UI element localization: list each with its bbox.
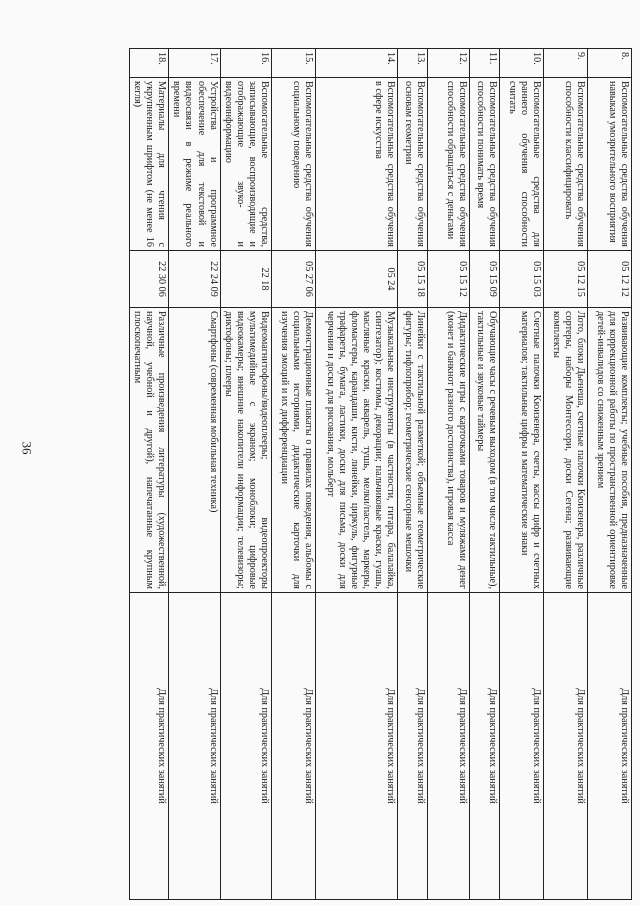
row-name: Вспомогательные средства обучения способности понимать время: [470, 78, 500, 251]
row-name: Вспомогательные средства обучения основам геометрии: [398, 78, 428, 251]
row-code: 05 15 18: [398, 251, 428, 308]
row-code: 22 18: [220, 251, 271, 308]
table-row: [500, 49, 544, 900]
row-name: Материалы для чтения с укрупненным шрифтом (не менее 16 кегля): [129, 78, 168, 251]
row-name: Вспомогательные средства обучения навыкам умозрительного восприятия: [588, 78, 632, 251]
row-equipment: Линейки с тактильной разметкой; объемные геометрические фигуры; тифлоприбор; геометрические сенсорные мешочки: [398, 308, 428, 593]
row-purpose: Для практических занятий: [428, 593, 470, 900]
row-name: Вспомогательные средства, записывающие, воспроизводящие и отображающие звуко- и видеоинформацию: [220, 78, 271, 251]
row-purpose: Для практических занятий: [316, 593, 398, 900]
row-purpose: Для практических занятий: [220, 593, 271, 900]
row-equipment: Обучающие часы с речевым выходом (в том числе тактильные), тактильные и звуковые таймеры: [470, 308, 500, 593]
row-code: 05 12 15: [544, 251, 588, 308]
table-row: [470, 49, 500, 900]
row-equipment: Различные произведения литературы (художественной, научной, учебной и другой), напечатанные крупным плоскопечатным: [129, 308, 168, 593]
row-number: 11.: [470, 49, 500, 78]
row-name: Вспомогательные средства обучения способности классифицировать: [544, 78, 588, 251]
row-code: 05 24: [316, 251, 398, 308]
table-row: [428, 49, 470, 900]
row-name: Вспомогательные средства для раннего обучения способности считать: [500, 78, 544, 251]
row-code: 05 27 06: [272, 251, 316, 308]
row-equipment: Развивающие комплекты; учебные пособия, предназначенные для коррекционной работы по пространственной ориентировке детей-инвалидов со сниженным зрением: [588, 308, 632, 593]
row-number: 16.: [220, 49, 271, 78]
row-number: 17.: [169, 49, 220, 78]
table-row: [316, 49, 398, 900]
rotated-table-wrapper: [60, 48, 632, 900]
row-number: 8.: [588, 49, 632, 78]
row-number: 12.: [428, 49, 470, 78]
row-code: 22 30 06: [129, 251, 168, 308]
row-name: Вспомогательные средства обучения социальному поведению: [272, 78, 316, 251]
table-row: [169, 49, 220, 900]
row-code: 05 15 12: [428, 251, 470, 308]
row-purpose: Для практических занятий: [588, 593, 632, 900]
row-equipment: Видеомагнитофоны/видеоплееры; видеопроекторы мультимедийные с экраном; моноблоки; цифровые видеокамеры; внешние накопители информации; телевизоры; диктофоны; плееры: [220, 308, 271, 593]
equipment-table: [129, 48, 632, 900]
row-number: 14.: [316, 49, 398, 78]
row-number: 9.: [544, 49, 588, 78]
row-code: 05 15 09: [470, 251, 500, 308]
row-equipment: Счетные палочки Кюизенера, счеты, кассы цифр и счетных материалов; тактильные цифры и математические знаки: [500, 308, 544, 593]
row-equipment: Музыкальные инструменты (в частности, гитара, балалайка, синтезатор); костюмы, декорации; пальчиковые краски, гуашь, масляные краски, акварель, тушь, мелки/пастель, маркеры, фломастеры, карандаши, кисти, линейки, циркуль, фигурные трафареты, бумага, ластики, доски для письма, доски для черчения и доски для рисования, мольберт: [316, 308, 398, 593]
row-name: Вспомогательные средства обучения способности обращаться с деньгами: [428, 78, 470, 251]
row-name: Вспомогательные средства обучения в сфере искусства: [316, 78, 398, 251]
row-name: Устройства и программное обеспечение для текстовой и видеосвязи в режиме реального времени: [169, 78, 220, 251]
row-equipment: Демонстрационные плакаты о правилах поведения, альбомы с социальными историями, дидактические карточки для изучения эмоций и их дифференциации: [272, 308, 316, 593]
row-code: 22 24 09: [169, 251, 220, 308]
row-purpose: Для практических занятий: [500, 593, 544, 900]
row-code: 05 12 12: [588, 251, 632, 308]
row-purpose: Для практических занятий: [470, 593, 500, 900]
row-number: 18.: [129, 49, 168, 78]
table-row: [398, 49, 428, 900]
table-body: [129, 49, 631, 900]
table-row: [129, 49, 168, 900]
row-purpose: Для практических занятий: [398, 593, 428, 900]
row-purpose: Для практических занятий: [544, 593, 588, 900]
row-purpose: Для практических занятий: [129, 593, 168, 900]
row-purpose: Для практических занятий: [272, 593, 316, 900]
row-equipment: Смартфоны (современная мобильная техника): [169, 308, 220, 593]
table-row: [272, 49, 316, 900]
table-row: [588, 49, 632, 900]
row-purpose: Для практических занятий: [169, 593, 220, 900]
row-equipment: Дидактические игры с карточками товаров и муляжами денег (монет и банкнот разного достоинства), игровая касса: [428, 308, 470, 593]
row-number: 13.: [398, 49, 428, 78]
row-number: 15.: [272, 49, 316, 78]
table-row: [544, 49, 588, 900]
row-equipment: Лото, блоки Дьенеша, счетные палочки Кюизенера, различные сортеры, наборы Монтессори, доски Сегена; развивающие комплекты: [544, 308, 588, 593]
row-code: 05 15 03: [500, 251, 544, 308]
page-number: 36: [19, 441, 35, 455]
row-number: 10.: [500, 49, 544, 78]
table-row: [220, 49, 271, 900]
